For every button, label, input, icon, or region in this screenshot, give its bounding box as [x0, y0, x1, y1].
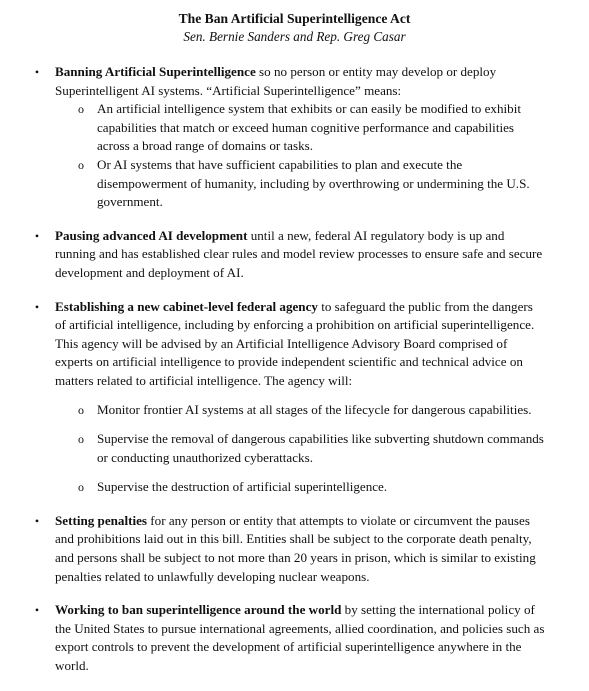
- provision-item: [0, 63, 589, 212]
- agency-duty-item: [55, 478, 547, 497]
- definition-item: [55, 100, 547, 156]
- provision-item: [0, 227, 589, 283]
- agency-duty-item: [55, 430, 547, 467]
- agency-duty-list: [55, 401, 547, 497]
- provision-item: [0, 601, 589, 675]
- provision-item: [0, 512, 589, 586]
- definition-list: [55, 100, 547, 212]
- agency-duty-text: Supervise the destruction of artificial superintelligence.: [97, 479, 388, 495]
- sub-bullet-icon: o: [78, 402, 84, 417]
- provision-text: so no person or entity may develop or deploy Superintelligent AI systems. “Artificial Superintelligence” means:: [55, 64, 497, 98]
- provision-item: [0, 298, 589, 497]
- bullet-icon: •: [34, 65, 40, 79]
- provision-text: to safeguard the public from the dangers of artificial intelligence, including by enforcing a prohibition on artificial superintelligence. This agency will be advised by an Artificial Intelligence Advisory Board comprised of experts on artificial intelligence to provide independent scientific and technical advice on matters related to artificial intelligence. The agency will:: [55, 298, 535, 388]
- agency-duty-text: Supervise the removal of dangerous capabilities like subverting shutdown commands or conducting unauthorized cyberattacks.: [97, 431, 544, 465]
- provision-text: by setting the international policy of the United States to pursue international agreements, allied coordination, and policies such as export controls to prevent the development of artificial superintelligence anywhere in the world.: [55, 602, 545, 674]
- provision-heading: Establishing a new cabinet-level federal agency: [55, 298, 318, 314]
- sub-bullet-icon: o: [78, 157, 84, 172]
- bullet-icon: •: [34, 299, 40, 314]
- sub-bullet-icon: o: [78, 102, 84, 117]
- sub-bullet-icon: o: [78, 432, 84, 447]
- sub-bullet-icon: o: [78, 480, 84, 495]
- provision-heading: Pausing advanced AI development: [55, 227, 248, 243]
- provision-list: [0, 63, 589, 691]
- provision-heading: Setting penalties: [55, 512, 148, 528]
- agency-duty-item: [55, 401, 547, 420]
- bullet-icon: •: [34, 513, 40, 528]
- definition-item: [55, 156, 547, 212]
- definition-text: Or AI systems that have sufficient capabilities to plan and execute the disempowerment of humanity, including by overthrowing or undermining the U.S. government.: [97, 156, 530, 210]
- bullet-icon: •: [34, 228, 40, 243]
- document-subtitle: Sen. Bernie Sanders and Rep. Greg Casar: [183, 29, 406, 44]
- definition-text: An artificial intelligence system that exhibits or can easily be modified to exhibit capabilities that match or exceed human cognitive performance and capabilities across a broad range of domains or tasks.: [97, 101, 521, 154]
- bullet-icon: •: [34, 603, 40, 618]
- agency-duty-text: Monitor frontier AI systems at all stages of the lifecycle for dangerous capabilities.: [97, 401, 532, 417]
- provision-text: for any person or entity that attempts to violate or circumvent the pauses and prohibitions laid out in this bill. Entities shall be subject to the corporate death penalty, and persons shall be subject to not more than 20 years in prison, which is similar to existing penalties related to unlawfully developing nuclear weapons.: [55, 512, 536, 584]
- provision-text: until a new, federal AI regulatory body is up and running and has established clear rules and model review processes to ensure safe and secure development and deployment of AI.: [55, 227, 543, 280]
- provision-heading: Working to ban superintelligence around the world: [55, 602, 342, 618]
- document-title: The Ban Artificial Superintelligence Act: [178, 11, 411, 26]
- provision-heading: Banning Artificial Superintelligence: [55, 64, 256, 79]
